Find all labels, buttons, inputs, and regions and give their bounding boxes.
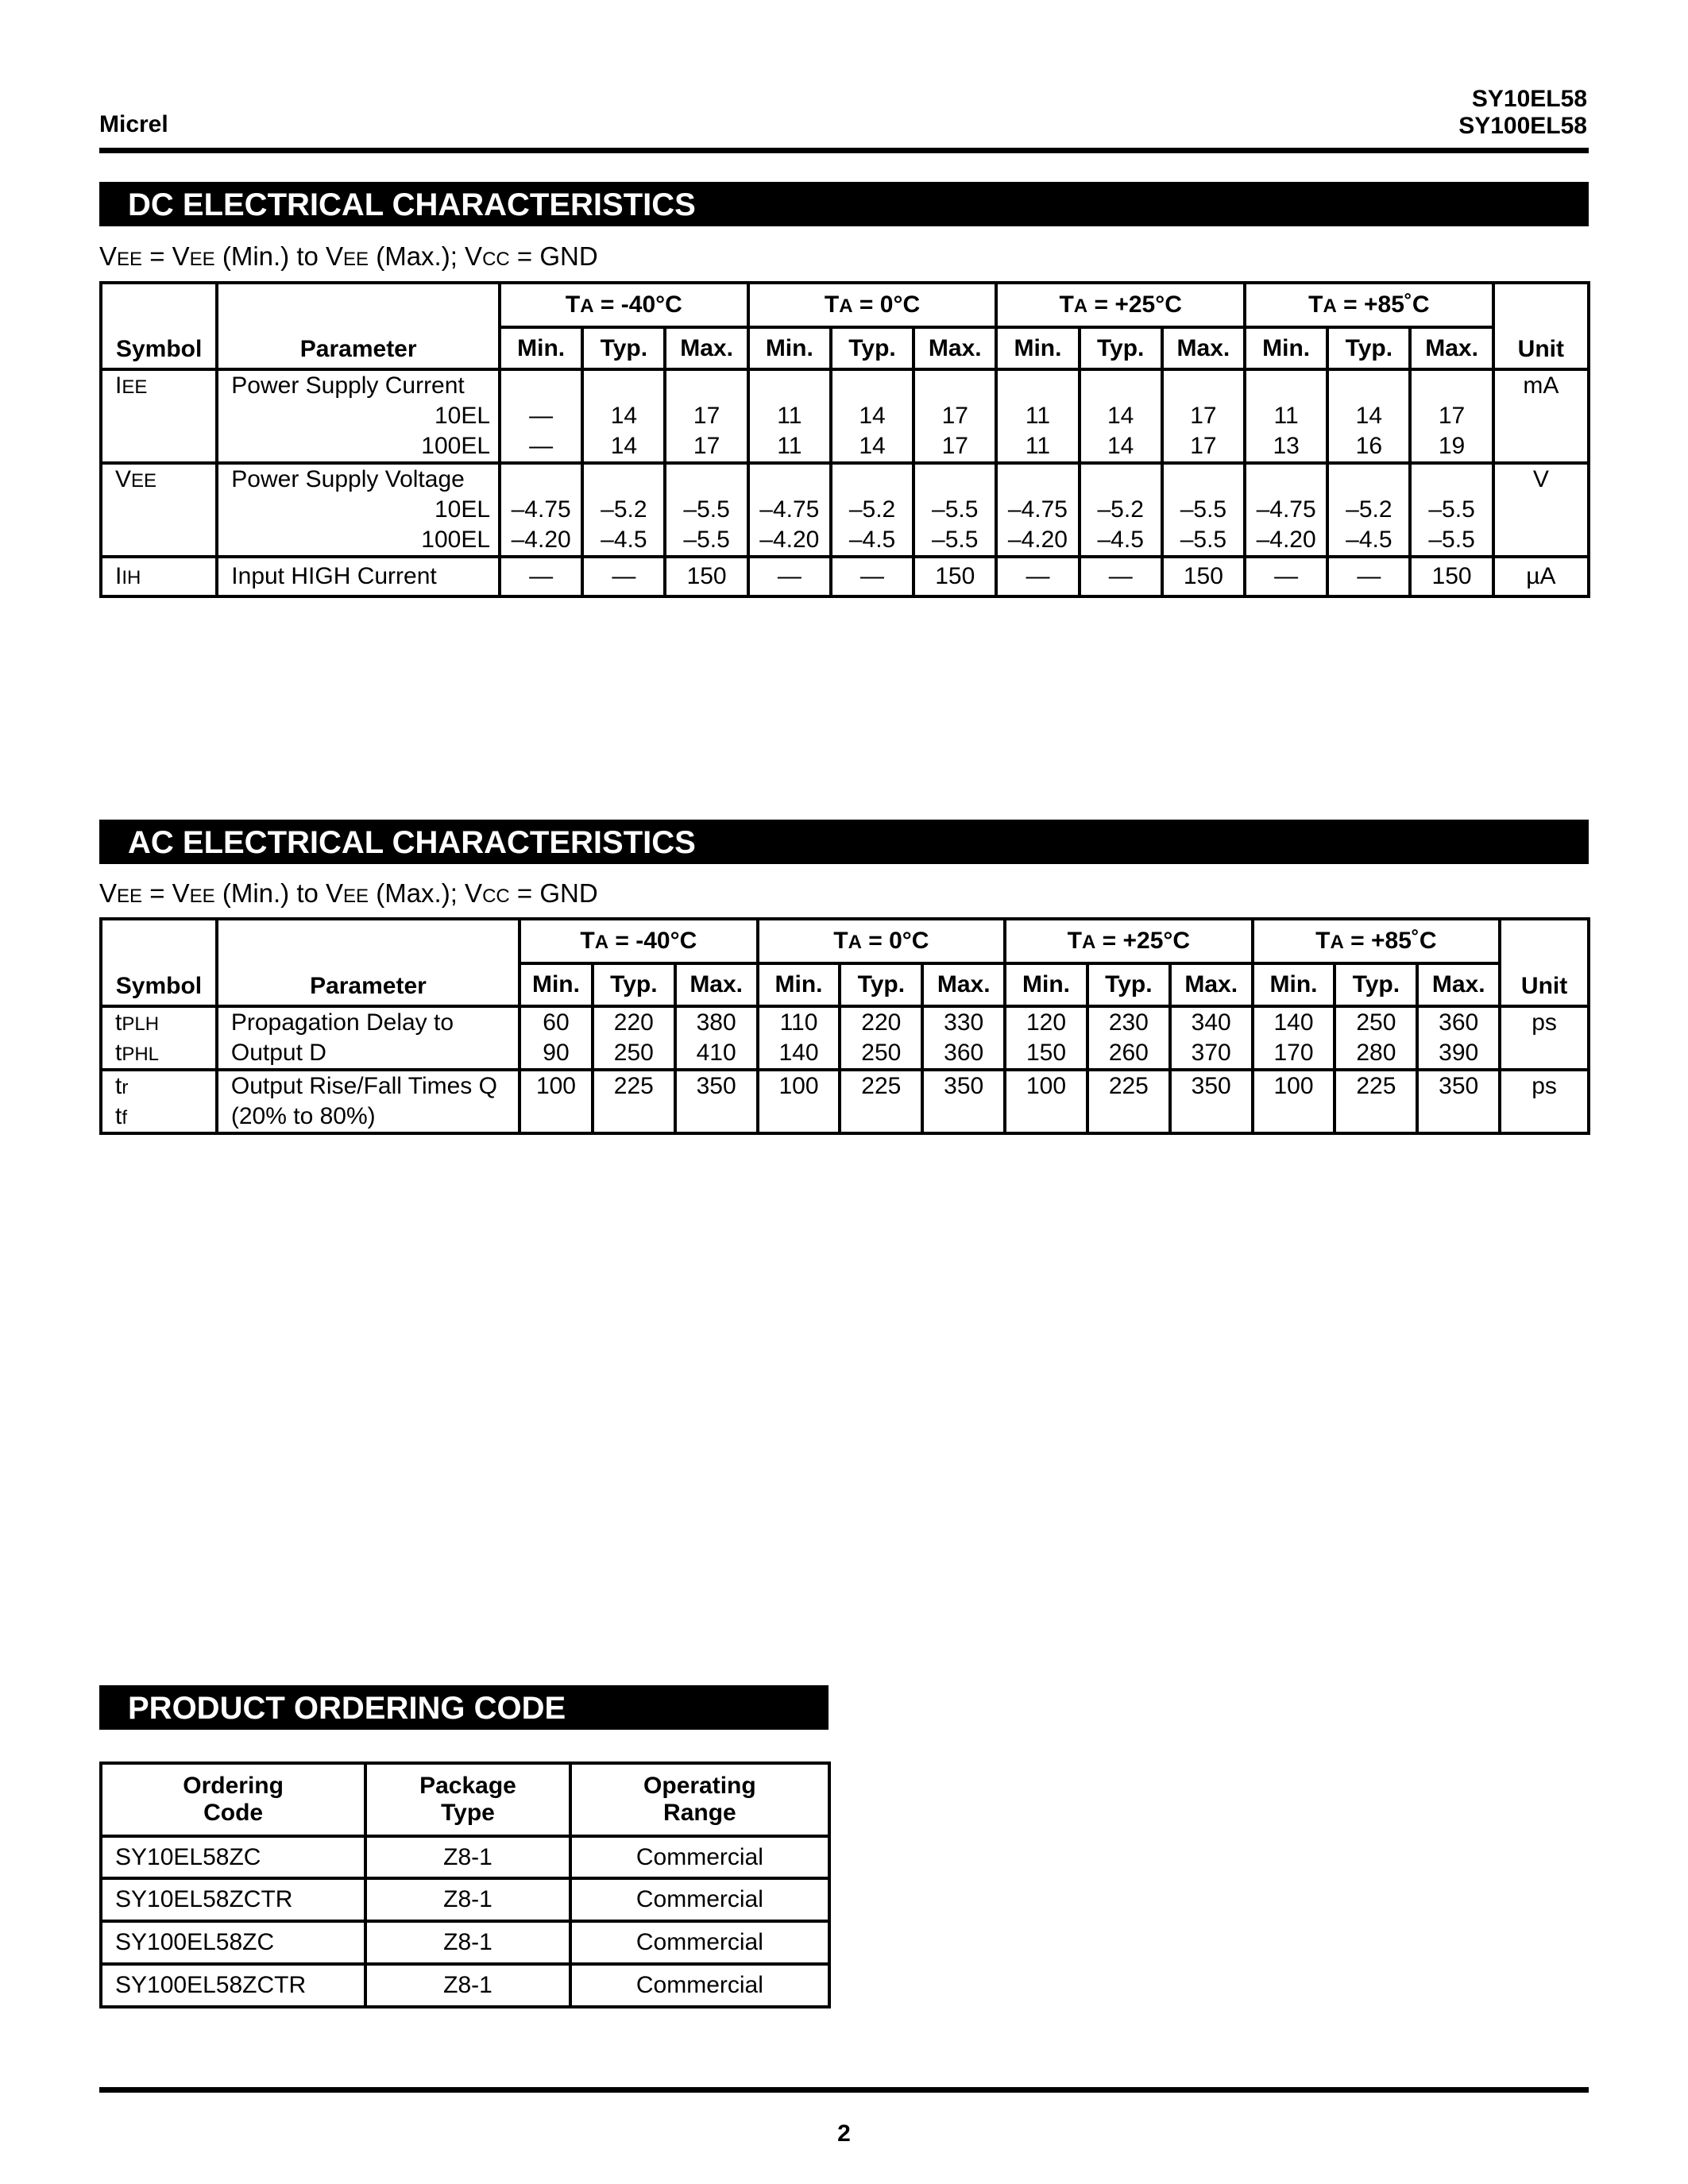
value-cell: 350 bbox=[1417, 1070, 1500, 1133]
value-cell: –4.75 –4.20 bbox=[1245, 463, 1327, 557]
ac-max-head: Max. bbox=[1417, 963, 1500, 1006]
value-cell: 11 11 bbox=[748, 369, 831, 463]
value-cell: — bbox=[831, 557, 914, 596]
param-iee: Power Supply Current 10EL 100EL bbox=[217, 369, 500, 463]
value-cell: 60 90 bbox=[520, 1006, 593, 1070]
dc-conditions: VEE = VEE (Min.) to VEE (Max.); VCC = GND bbox=[99, 241, 598, 271]
value-cell: 350 bbox=[1170, 1070, 1253, 1133]
ac-min-head: Min. bbox=[1253, 963, 1335, 1006]
symbol-iih: IIH bbox=[101, 557, 217, 596]
table-row bbox=[101, 1964, 829, 2007]
ac-min-head: Min. bbox=[520, 963, 593, 1006]
table-row bbox=[101, 1836, 829, 1878]
value-cell: 230 260 bbox=[1087, 1006, 1170, 1070]
page-number: 2 bbox=[837, 2120, 851, 2147]
table-row bbox=[101, 557, 1589, 596]
value-cell: 225 bbox=[1087, 1070, 1170, 1133]
value-cell: –4.75 –4.20 bbox=[500, 463, 582, 557]
ac-min-head: Min. bbox=[1005, 963, 1087, 1006]
value-cell: 360 390 bbox=[1417, 1006, 1500, 1070]
dc-col-symbol: Symbol bbox=[101, 283, 217, 369]
footer-rule bbox=[99, 2087, 1589, 2093]
value-cell: 225 bbox=[840, 1070, 922, 1133]
ac-temp-0: TA = 0°C bbox=[758, 919, 1006, 963]
dc-min-head: Min. bbox=[500, 327, 582, 369]
dc-temp-p25: TA = +25°C bbox=[996, 283, 1245, 327]
value-cell: 14 14 bbox=[1080, 369, 1162, 463]
value-cell: — bbox=[748, 557, 831, 596]
dc-section-title: DC ELECTRICAL CHARACTERISTICS bbox=[99, 182, 1589, 226]
value-cell: 225 bbox=[1335, 1070, 1417, 1133]
value-cell: — bbox=[582, 557, 665, 596]
ordering-code-cell: SY100EL58ZCTR bbox=[101, 1964, 365, 2007]
value-cell: 14 14 bbox=[831, 369, 914, 463]
ac-typ-head: Typ. bbox=[840, 963, 922, 1006]
value-cell: 11 11 bbox=[996, 369, 1079, 463]
ac-conditions: VEE = VEE (Min.) to VEE (Max.); VCC = GND bbox=[99, 878, 598, 908]
operating-range-cell: Commercial bbox=[570, 1878, 829, 1921]
ac-min-head: Min. bbox=[758, 963, 840, 1006]
value-cell: — bbox=[1245, 557, 1327, 596]
ac-col-parameter: Parameter bbox=[217, 919, 520, 1006]
dc-temp-m40: TA = -40°C bbox=[500, 283, 748, 327]
value-cell: — bbox=[1327, 557, 1410, 596]
ordering-col-range: Operating Range bbox=[570, 1763, 829, 1836]
company-name: Micrel bbox=[99, 111, 168, 137]
unit-iih: µA bbox=[1493, 557, 1589, 596]
value-cell: –5.5 –5.5 bbox=[1410, 463, 1493, 557]
ordering-code-table bbox=[99, 1761, 831, 2008]
value-cell: 340 370 bbox=[1170, 1006, 1253, 1070]
ac-col-unit: Unit bbox=[1500, 919, 1589, 1006]
ac-temp-p25: TA = +25°C bbox=[1005, 919, 1253, 963]
ordering-code-cell: SY10EL58ZC bbox=[101, 1836, 365, 1878]
dc-max-head: Max. bbox=[665, 327, 747, 369]
ac-temp-m40: TA = -40°C bbox=[520, 919, 758, 963]
dc-max-head: Max. bbox=[1410, 327, 1493, 369]
table-row bbox=[101, 1878, 829, 1921]
value-cell: 220 250 bbox=[840, 1006, 922, 1070]
value-cell: –5.5 –5.5 bbox=[665, 463, 747, 557]
value-cell: 250 280 bbox=[1335, 1006, 1417, 1070]
ac-section-title: AC ELECTRICAL CHARACTERISTICS bbox=[99, 820, 1589, 864]
symbol-iee: IEE bbox=[101, 369, 217, 463]
unit-vee: V bbox=[1493, 463, 1589, 557]
ordering-code-cell: SY100EL58ZC bbox=[101, 1921, 365, 1964]
value-cell: –5.2 –4.5 bbox=[1080, 463, 1162, 557]
value-cell: 17 17 bbox=[914, 369, 996, 463]
unit-propagation: ps bbox=[1500, 1006, 1589, 1070]
value-cell: — bbox=[996, 557, 1079, 596]
dc-max-head: Max. bbox=[1162, 327, 1245, 369]
value-cell: 120 150 bbox=[1005, 1006, 1087, 1070]
table-row bbox=[101, 369, 1589, 463]
ordering-section-title: PRODUCT ORDERING CODE bbox=[99, 1685, 829, 1730]
package-type-cell: Z8-1 bbox=[365, 1964, 570, 2007]
value-cell: 17 17 bbox=[665, 369, 747, 463]
ac-temp-header-row bbox=[101, 919, 1589, 963]
table-row bbox=[101, 1921, 829, 1964]
unit-iee: mA bbox=[1493, 369, 1589, 463]
value-cell: 100 bbox=[1005, 1070, 1087, 1133]
dc-typ-head: Typ. bbox=[831, 327, 914, 369]
header-rule bbox=[99, 148, 1589, 153]
dc-max-head: Max. bbox=[914, 327, 996, 369]
dc-temp-header-row bbox=[101, 283, 1589, 327]
value-cell: 14 14 bbox=[582, 369, 665, 463]
operating-range-cell: Commercial bbox=[570, 1921, 829, 1964]
param-vee: Power Supply Voltage 10EL 100EL bbox=[217, 463, 500, 557]
value-cell: 100 bbox=[758, 1070, 840, 1133]
value-cell: 150 bbox=[914, 557, 996, 596]
value-cell: 150 bbox=[1162, 557, 1245, 596]
unit-rise-fall: ps bbox=[1500, 1070, 1589, 1133]
value-cell: –4.75 –4.20 bbox=[748, 463, 831, 557]
value-cell: — bbox=[1080, 557, 1162, 596]
param-rise-fall: Output Rise/Fall Times Q (20% to 80%) bbox=[217, 1070, 520, 1133]
table-row bbox=[101, 463, 1589, 557]
value-cell: 14 16 bbox=[1327, 369, 1410, 463]
dc-min-head: Min. bbox=[1245, 327, 1327, 369]
ac-temp-p85: TA = +85˚C bbox=[1253, 919, 1501, 963]
package-type-cell: Z8-1 bbox=[365, 1878, 570, 1921]
value-cell: –5.2 –4.5 bbox=[831, 463, 914, 557]
value-cell: 330 360 bbox=[922, 1006, 1005, 1070]
value-cell: 380 410 bbox=[675, 1006, 758, 1070]
ac-typ-head: Typ. bbox=[1087, 963, 1170, 1006]
table-row bbox=[101, 1006, 1589, 1070]
ac-typ-head: Typ. bbox=[593, 963, 675, 1006]
value-cell: — bbox=[500, 557, 582, 596]
value-cell: 110 140 bbox=[758, 1006, 840, 1070]
ac-max-head: Max. bbox=[675, 963, 758, 1006]
dc-typ-head: Typ. bbox=[1080, 327, 1162, 369]
param-propagation: Propagation Delay to Output D bbox=[217, 1006, 520, 1070]
table-row bbox=[101, 1070, 1589, 1133]
ordering-col-package: Package Type bbox=[365, 1763, 570, 1836]
value-cell: 225 bbox=[593, 1070, 675, 1133]
ac-max-head: Max. bbox=[922, 963, 1005, 1006]
package-type-cell: Z8-1 bbox=[365, 1836, 570, 1878]
dc-typ-head: Typ. bbox=[582, 327, 665, 369]
value-cell: 350 bbox=[922, 1070, 1005, 1133]
dc-temp-0: TA = 0°C bbox=[748, 283, 997, 327]
part-numbers bbox=[1458, 86, 1587, 140]
part-number-bottom: SY100EL58 bbox=[1458, 113, 1587, 139]
value-cell: 100 bbox=[1253, 1070, 1335, 1133]
dc-col-parameter: Parameter bbox=[217, 283, 500, 369]
value-cell: –5.2 –4.5 bbox=[582, 463, 665, 557]
value-cell: 350 bbox=[675, 1070, 758, 1133]
ac-characteristics-table bbox=[99, 917, 1590, 1135]
dc-min-head: Min. bbox=[748, 327, 831, 369]
value-cell: –5.2 –4.5 bbox=[1327, 463, 1410, 557]
dc-typ-head: Typ. bbox=[1327, 327, 1410, 369]
value-cell: 140 170 bbox=[1253, 1006, 1335, 1070]
symbol-tplh-tphl: tPLH tPHL bbox=[101, 1006, 217, 1070]
ordering-col-code: Ordering Code bbox=[101, 1763, 365, 1836]
ac-max-head: Max. bbox=[1170, 963, 1253, 1006]
dc-temp-p85: TA = +85˚C bbox=[1245, 283, 1493, 327]
ac-col-symbol: Symbol bbox=[101, 919, 217, 1006]
value-cell: — — bbox=[500, 369, 582, 463]
ordering-code-cell: SY10EL58ZCTR bbox=[101, 1878, 365, 1921]
symbol-tr-tf: tr tf bbox=[101, 1070, 217, 1133]
operating-range-cell: Commercial bbox=[570, 1964, 829, 2007]
value-cell: 17 17 bbox=[1162, 369, 1245, 463]
param-iih: Input HIGH Current bbox=[217, 557, 500, 596]
value-cell: –5.5 –5.5 bbox=[1162, 463, 1245, 557]
ordering-header-row bbox=[101, 1763, 829, 1836]
value-cell: –5.5 –5.5 bbox=[914, 463, 996, 557]
value-cell: 100 bbox=[520, 1070, 593, 1133]
value-cell: 150 bbox=[1410, 557, 1493, 596]
part-number-top: SY10EL58 bbox=[1471, 86, 1587, 112]
value-cell: –4.75 –4.20 bbox=[996, 463, 1079, 557]
symbol-vee: VEE bbox=[101, 463, 217, 557]
package-type-cell: Z8-1 bbox=[365, 1921, 570, 1964]
value-cell: 220 250 bbox=[593, 1006, 675, 1070]
value-cell: 150 bbox=[665, 557, 747, 596]
value-cell: 11 13 bbox=[1245, 369, 1327, 463]
dc-col-unit: Unit bbox=[1493, 283, 1589, 369]
operating-range-cell: Commercial bbox=[570, 1836, 829, 1878]
dc-min-head: Min. bbox=[996, 327, 1079, 369]
ac-typ-head: Typ. bbox=[1335, 963, 1417, 1006]
dc-characteristics-table bbox=[99, 281, 1590, 598]
value-cell: 17 19 bbox=[1410, 369, 1493, 463]
